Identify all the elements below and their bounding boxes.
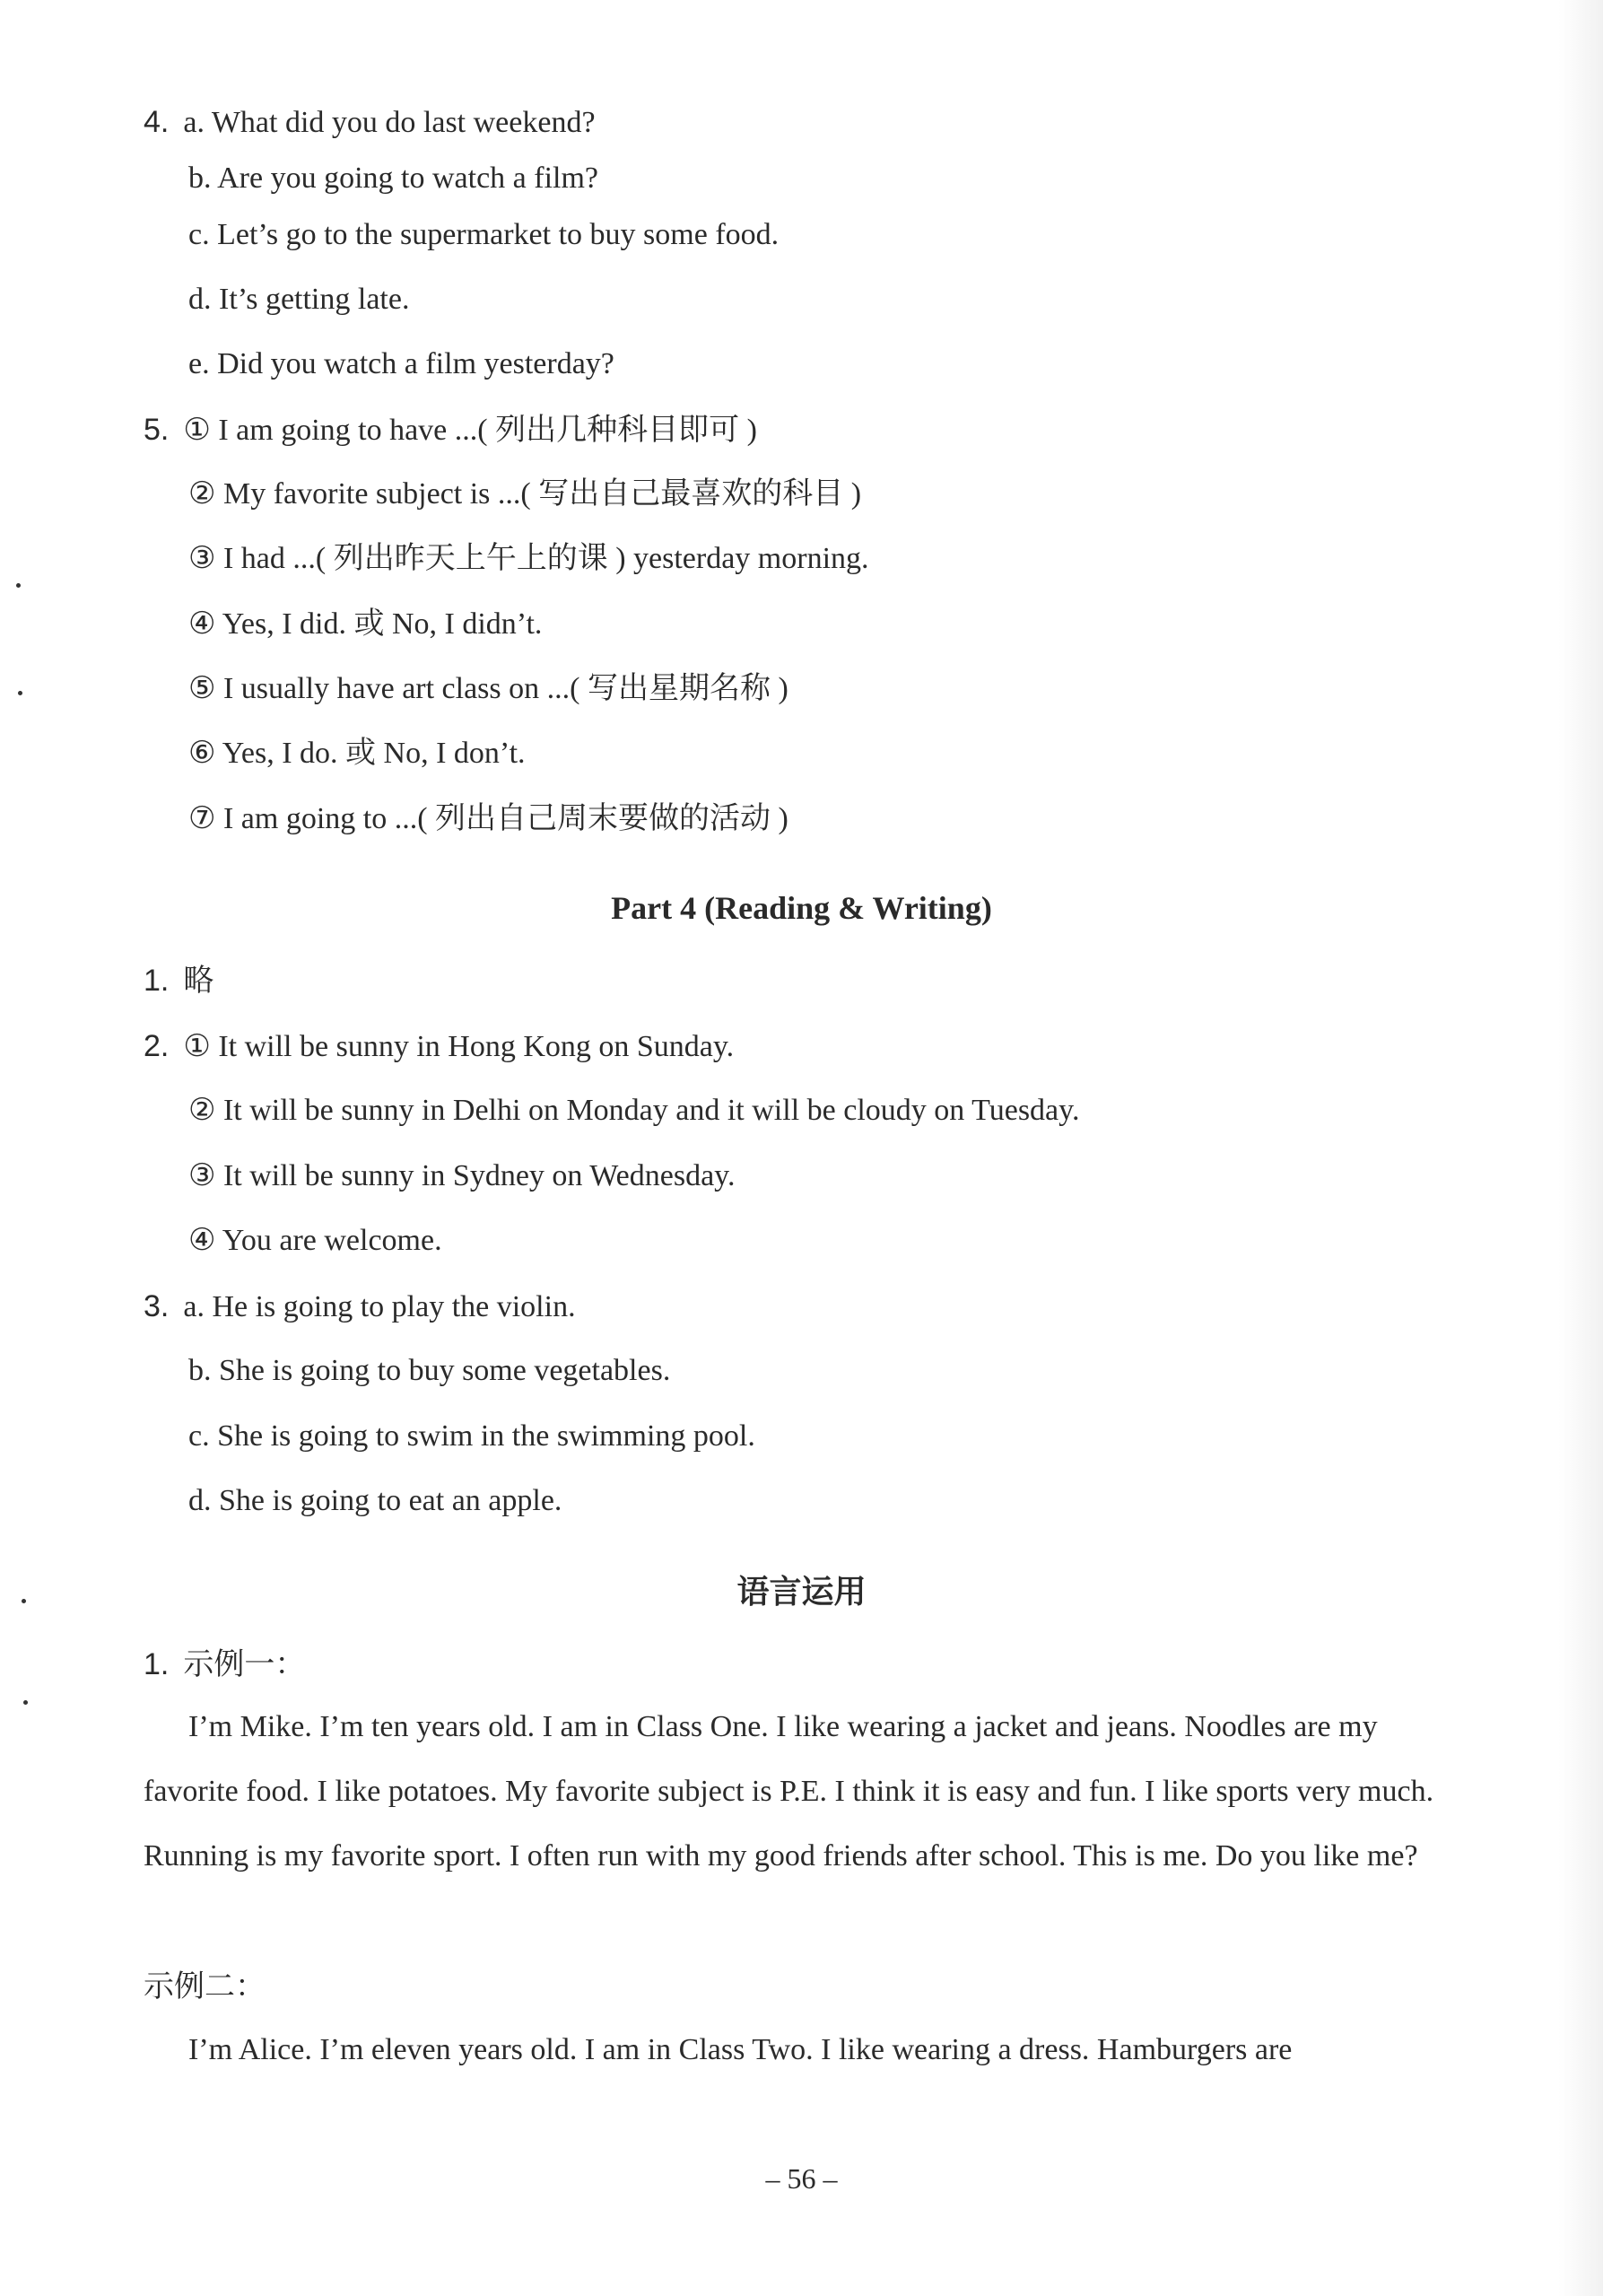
margin-dot — [22, 1599, 26, 1603]
part4-q2-item-3: ③ It will be sunny in Sydney on Wednesday. — [188, 1159, 736, 1192]
q4-item-d: d. It’s getting late. — [188, 283, 410, 316]
q5-number: 5. — [144, 413, 170, 447]
margin-dot — [23, 1700, 28, 1705]
q4-number: 4. — [144, 105, 170, 139]
language-q1-number: 1. — [144, 1647, 170, 1681]
part4-q2-item-2: ② It will be sunny in Delhi on Monday and it will be cloudy on Tuesday. — [188, 1094, 1080, 1127]
part4-q3-item-c: c. She is going to swim in the swimming pool. — [188, 1419, 755, 1453]
part4-q1-number: 1. — [144, 964, 170, 998]
q5-item-7: ⑦ I am going to ...( 列出自己周末要做的活动 ) — [188, 802, 788, 835]
part4-q3-item-a: 3. a. He is going to play the violin. — [144, 1289, 576, 1323]
q5-item-1: 5. ① I am going to have ...( 列出几种科目即可 ) — [144, 413, 757, 447]
example2-label: 示例二： — [144, 1970, 266, 2004]
margin-dot — [18, 691, 22, 695]
q5-item-6: ⑥ Yes, I do. 或 No, I don’t. — [188, 737, 526, 770]
example1-paragraph: I’m Mike. I’m ten years old. I am in Class One. I like wearing a jacket and jeans. Noodles are my favorite food. I like potatoes. My favorite subject is P.E. I think it is easy and fun. I like sports very much. Running is my favorite sport. I often run with my good friends after school. This is me. Do you like me? — [144, 1710, 1434, 1873]
part4-q2-number: 2. — [144, 1029, 170, 1063]
q5-item-4: ④ Yes, I did. 或 No, I didn’t. — [188, 607, 543, 641]
q4-item-a: 4. a. What did you do last weekend? — [144, 105, 596, 139]
q4-item-c: c. Let’s go to the supermarket to buy some food. — [188, 218, 780, 251]
example2-paragraph: I’m Alice. I’m eleven years old. I am in Class Two. I like wearing a dress. Hamburgers are — [188, 2033, 1293, 2066]
language-title: 语言运用 — [736, 1574, 867, 1610]
q4-item-b: b. Are you going to watch a film? — [188, 162, 599, 195]
q5-item-3: ③ I had ...( 列出昨天上午上的课 ) yesterday morning. — [188, 542, 869, 575]
page-number: – 56 – — [765, 2162, 838, 2195]
margin-dot — [16, 583, 21, 588]
part4-q2-item-4: ④ You are welcome. — [188, 1224, 442, 1257]
part4-q2-item-1: 2. ① It will be sunny in Hong Kong on Sunday. — [144, 1029, 735, 1063]
language-q1-label: 1. 示例一： — [144, 1647, 306, 1681]
part4-q1: 1. 略 — [144, 964, 214, 998]
part4-q3-number: 3. — [144, 1289, 170, 1323]
q5-item-5: ⑤ I usually have art class on ...( 写出星期名称 ) — [188, 672, 788, 705]
page-edge-shadow — [1558, 0, 1603, 2296]
q5-item-2: ② My favorite subject is ...( 写出自己最喜欢的科目 ) — [188, 477, 862, 511]
q4-item-e: e. Did you watch a film yesterday? — [188, 347, 614, 380]
part4-title: Part 4 (Reading & Writing) — [611, 890, 992, 926]
part4-q3-item-d: d. She is going to eat an apple. — [188, 1484, 562, 1517]
part4-q3-item-b: b. She is going to buy some vegetables. — [188, 1354, 671, 1387]
